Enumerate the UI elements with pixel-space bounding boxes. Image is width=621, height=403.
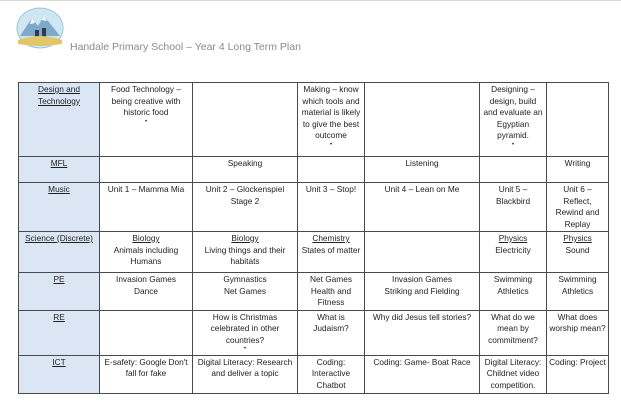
school-logo-icon — [16, 6, 64, 50]
table-row-re — [19, 310, 609, 355]
table-cell: Invasion Games Striking and Fielding — [365, 273, 480, 311]
table-cell: What is Judaism? — [298, 310, 365, 355]
table-cell: Net Games Health and Fitness — [298, 273, 365, 311]
table-cell: How is Christmas celebrated in other countries? • — [193, 310, 298, 355]
table-cell: Swimming Athletics — [480, 273, 547, 311]
table-cell: Biology Animals including Humans — [100, 232, 193, 273]
table-cell: Designing – design, build and evaluate an Egyptian pyramid. • — [480, 83, 547, 157]
subject-label: Science (Discrete) — [19, 232, 100, 273]
table-row-pe — [19, 273, 609, 311]
table-cell — [365, 83, 480, 157]
table-cell: Coding: Game- Boat Race — [365, 355, 480, 393]
table-cell: Unit 6 – Reflect, Rewind and Replay — [547, 183, 609, 232]
long-term-plan-table — [18, 82, 609, 394]
table-cell: Unit 4 – Lean on Me — [365, 183, 480, 232]
top-border-line — [0, 0, 621, 1]
bullet-icon: • — [144, 118, 148, 125]
table-cell: What do we mean by commitment? — [480, 310, 547, 355]
table-cell: Digital Literacy: Childnet video competition. — [480, 355, 547, 393]
bullet-icon: • — [329, 141, 333, 148]
table-cell — [298, 157, 365, 183]
table-cell: Writing — [547, 157, 609, 183]
table-row-science — [19, 232, 609, 273]
table-cell: Invasion Games Dance — [100, 273, 193, 311]
table-cell: Swimming Athletics — [547, 273, 609, 311]
table-cell: Coding: Project — [547, 355, 609, 393]
table-cell: Unit 1 – Mamma Mia — [100, 183, 193, 232]
table-cell: Making – know which tools and material is likely to give the best outcome • — [298, 83, 365, 157]
table-cell: Digital Literacy: Research and deliver a topic — [193, 355, 298, 393]
table-row-ict — [19, 355, 609, 393]
table-cell — [365, 232, 480, 273]
bullet-icon: • — [243, 346, 247, 352]
table-cell — [193, 83, 298, 157]
table-cell: Physics Sound — [547, 232, 609, 273]
table-row-design-technology — [19, 83, 609, 157]
table-cell: E-safety: Google Don't fall for fake — [100, 355, 193, 393]
table-row-music — [19, 183, 609, 232]
table-cell: Listening — [365, 157, 480, 183]
bullet-icon: • — [511, 141, 515, 148]
table-cell: Speaking — [193, 157, 298, 183]
subject-label: ICT — [19, 355, 100, 393]
table-cell: Unit 2 – Glockenspiel Stage 2 — [193, 183, 298, 232]
table-cell: What does worship mean? — [547, 310, 609, 355]
table-cell: Unit 3 – Stop! — [298, 183, 365, 232]
table-cell: Food Technology – being creative with historic food • — [100, 83, 193, 157]
table-cell — [100, 157, 193, 183]
table-cell: Why did Jesus tell stories? — [365, 310, 480, 355]
subject-label: PE — [19, 273, 100, 311]
table-cell — [100, 310, 193, 355]
table-row-mfl — [19, 157, 609, 183]
table-cell: Unit 5 – Blackbird — [480, 183, 547, 232]
table-cell: Gymnastics Net Games — [193, 273, 298, 311]
table-cell: Biology Living things and their habitats — [193, 232, 298, 273]
table-cell: Chemistry States of matter — [298, 232, 365, 273]
subject-label: Design and Technology — [19, 83, 100, 157]
table-cell: Physics Electricity — [480, 232, 547, 273]
table-cell — [480, 157, 547, 183]
subject-label: RE — [19, 310, 100, 355]
subject-label: MFL — [19, 157, 100, 183]
document-title: Handale Primary School – Year 4 Long Term Plan — [70, 41, 301, 53]
subject-label: Music — [19, 183, 100, 232]
table-cell — [547, 83, 609, 157]
table-cell: Coding: Interactive Chatbot — [298, 355, 365, 393]
